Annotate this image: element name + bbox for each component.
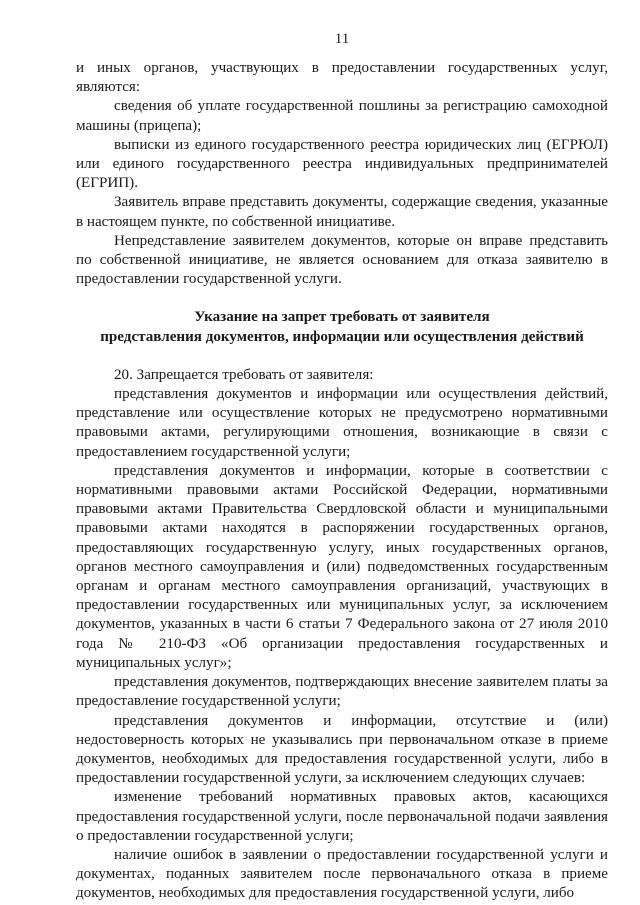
paragraph-exception-law-change: изменение требований нормативных правовых актов, касающихся предоставления государственной услуги, после первоначальной подачи заявления о предоставлении государственной услуги; — [76, 789, 608, 844]
section-heading-line2: представления документов, информации или осуществления действий — [100, 328, 584, 345]
paragraph-state-duty-info: сведения об уплате государственной пошлины за регистрацию самоходной машины (прицепа); — [76, 98, 608, 134]
paragraph-exception-errors: наличие ошибок в заявлении о предоставлении государственной услуги и документах, поданных заявителем после первоначального отказа в приеме документов, необходимых для предоставления государственной услуги, либо — [76, 846, 608, 902]
paragraph-agencies-list-intro: и иных органов, участвующих в предоставлении государственных услуг, являются: — [76, 60, 608, 96]
paragraph-prohibition-actions: представления документов и информации или осуществления действий, представление или осуществление которых не предусмотрено нормативными правовыми актами, регулирующими отношения, возникающие в связи с предоставлением государственной услуги; — [76, 386, 608, 460]
section-heading-line1: Указание на запрет требовать от заявителя — [194, 309, 490, 326]
paragraph-item-20: 20. Запрещается требовать от заявителя: — [114, 366, 374, 383]
paragraph-prohibition-payment-proof: представления документов, подтверждающих внесение заявителем платы за предоставление государственной услуги; — [76, 674, 608, 710]
section-heading — [76, 308, 608, 346]
paragraph-registry-extracts: выписки из единого государственного реестра юридических лиц (ЕГРЮЛ) или единого государственного реестра индивидуальных предпринимателей (ЕГРИП). — [76, 136, 608, 192]
paragraph-non-submission: Непредставление заявителем документов, которые он вправе представить по собственной инициативе, не является основанием для отказа заявителю в предоставлении государственной услуги. — [76, 232, 608, 288]
paragraph-applicant-right: Заявитель вправе представить документы, содержащие сведения, указанные в настоящем пункте, по собственной инициативе. — [76, 194, 608, 230]
document-page — [76, 30, 608, 904]
paragraph-prohibition-missing-info: представления документов и информации, отсутствие и (или) недостоверность которых не указывались при первоначальном отказе в приеме документов, необходимых для предоставления государственной услуги, либо в предоставлении государственной услуги, за исключением следующих случаев: — [76, 712, 608, 787]
page-number: 11 — [334, 31, 350, 47]
paragraph-prohibition-documents-held: представления документов и информации, которые в соответствии с нормативными правовыми актами Российской Федерации, нормативными правовыми актами Правительства Свердловской области и муниципальными правовыми актами находятся в распоряжении государственных органов, предоставляющих государственную услугу, иных государственных органов, органов местного самоуправления и (или) подведомственных государственным органам и органам местного самоуправления организаций, участвующих в предоставлении государственных или муниципальных услуг, за исключением документов, указанных в части 6 статьи 7 Федерального закона от 27 июля 2010 года № 210-ФЗ «Об организации предоставления государственных и муниципальных услуг»; — [76, 462, 608, 671]
